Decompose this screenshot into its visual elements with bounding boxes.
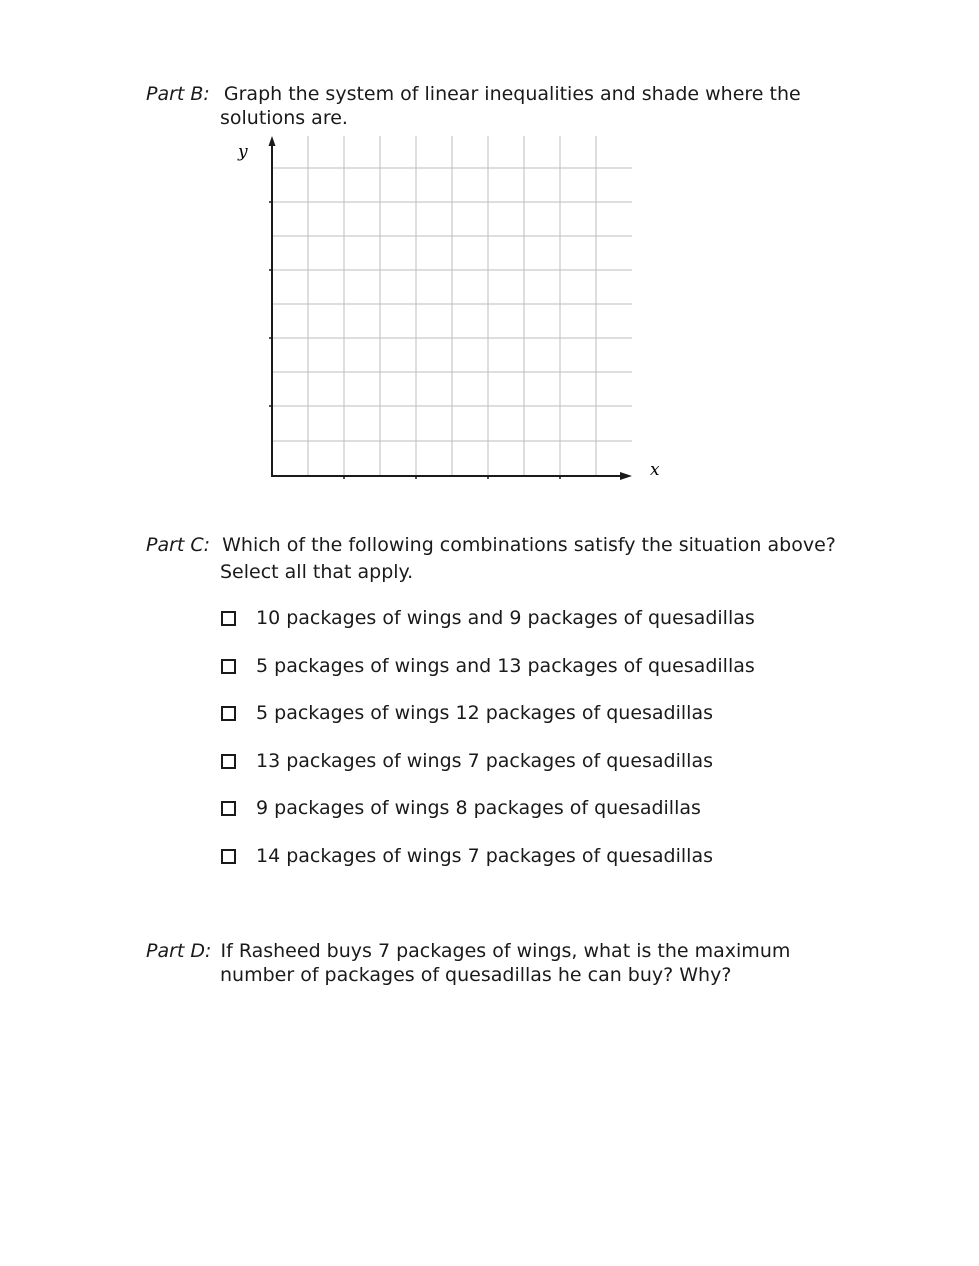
part-b-question	[146, 82, 866, 130]
part-c-question	[146, 533, 886, 584]
part-b-text-line1: Graph the system of linear inequalities and shade where the	[223, 83, 801, 105]
option-label: 14 packages of wings 7 packages of quesadillas	[256, 844, 713, 867]
answer-option[interactable]	[220, 700, 860, 748]
coordinate-grid[interactable]	[230, 132, 670, 492]
answer-option[interactable]	[220, 795, 860, 843]
y-axis-arrow	[269, 136, 276, 146]
y-axis-label: y	[238, 142, 248, 162]
part-d-text-line1: If Rasheed buys 7 packages of wings, what is the maximum	[220, 940, 791, 962]
answer-option[interactable]	[220, 843, 860, 891]
option-label: 10 packages of wings and 9 packages of quesadillas	[256, 607, 755, 629]
option-label: 13 packages of wings 7 packages of quesadillas	[256, 749, 713, 772]
axis-ticks	[269, 202, 560, 479]
x-axis-arrow	[620, 472, 632, 480]
part-d-label: Part D:	[146, 940, 212, 962]
checkbox[interactable]	[221, 801, 236, 816]
option-label: 5 packages of wings 12 packages of quesadillas	[256, 702, 713, 724]
grid-lines	[272, 136, 632, 476]
checkbox[interactable]	[221, 754, 236, 769]
part-b-label: Part B:	[146, 83, 210, 105]
answer-option[interactable]	[220, 748, 860, 796]
part-d-text-line2: number of packages of quesadillas he can buy? Why?	[220, 964, 732, 986]
checkbox[interactable]	[221, 706, 236, 721]
answer-options	[220, 605, 860, 890]
part-c-text-line2: Select all that apply.	[220, 561, 414, 583]
checkbox[interactable]	[221, 611, 236, 626]
checkbox[interactable]	[221, 849, 236, 864]
axes	[271, 144, 622, 477]
x-axis-label: x	[650, 460, 660, 480]
part-d-question	[146, 939, 886, 987]
part-b-text-line2: solutions are.	[220, 107, 348, 129]
checkbox[interactable]	[221, 659, 236, 674]
option-label: 9 packages of wings 8 packages of quesadillas	[256, 797, 701, 819]
answer-option[interactable]	[220, 653, 860, 701]
answer-option[interactable]	[220, 605, 860, 653]
option-label: 5 packages of wings and 13 packages of quesadillas	[256, 654, 755, 677]
part-c-text-line1: Which of the following combinations satisfy the situation above?	[222, 534, 836, 556]
part-c-label: Part C:	[146, 534, 211, 556]
